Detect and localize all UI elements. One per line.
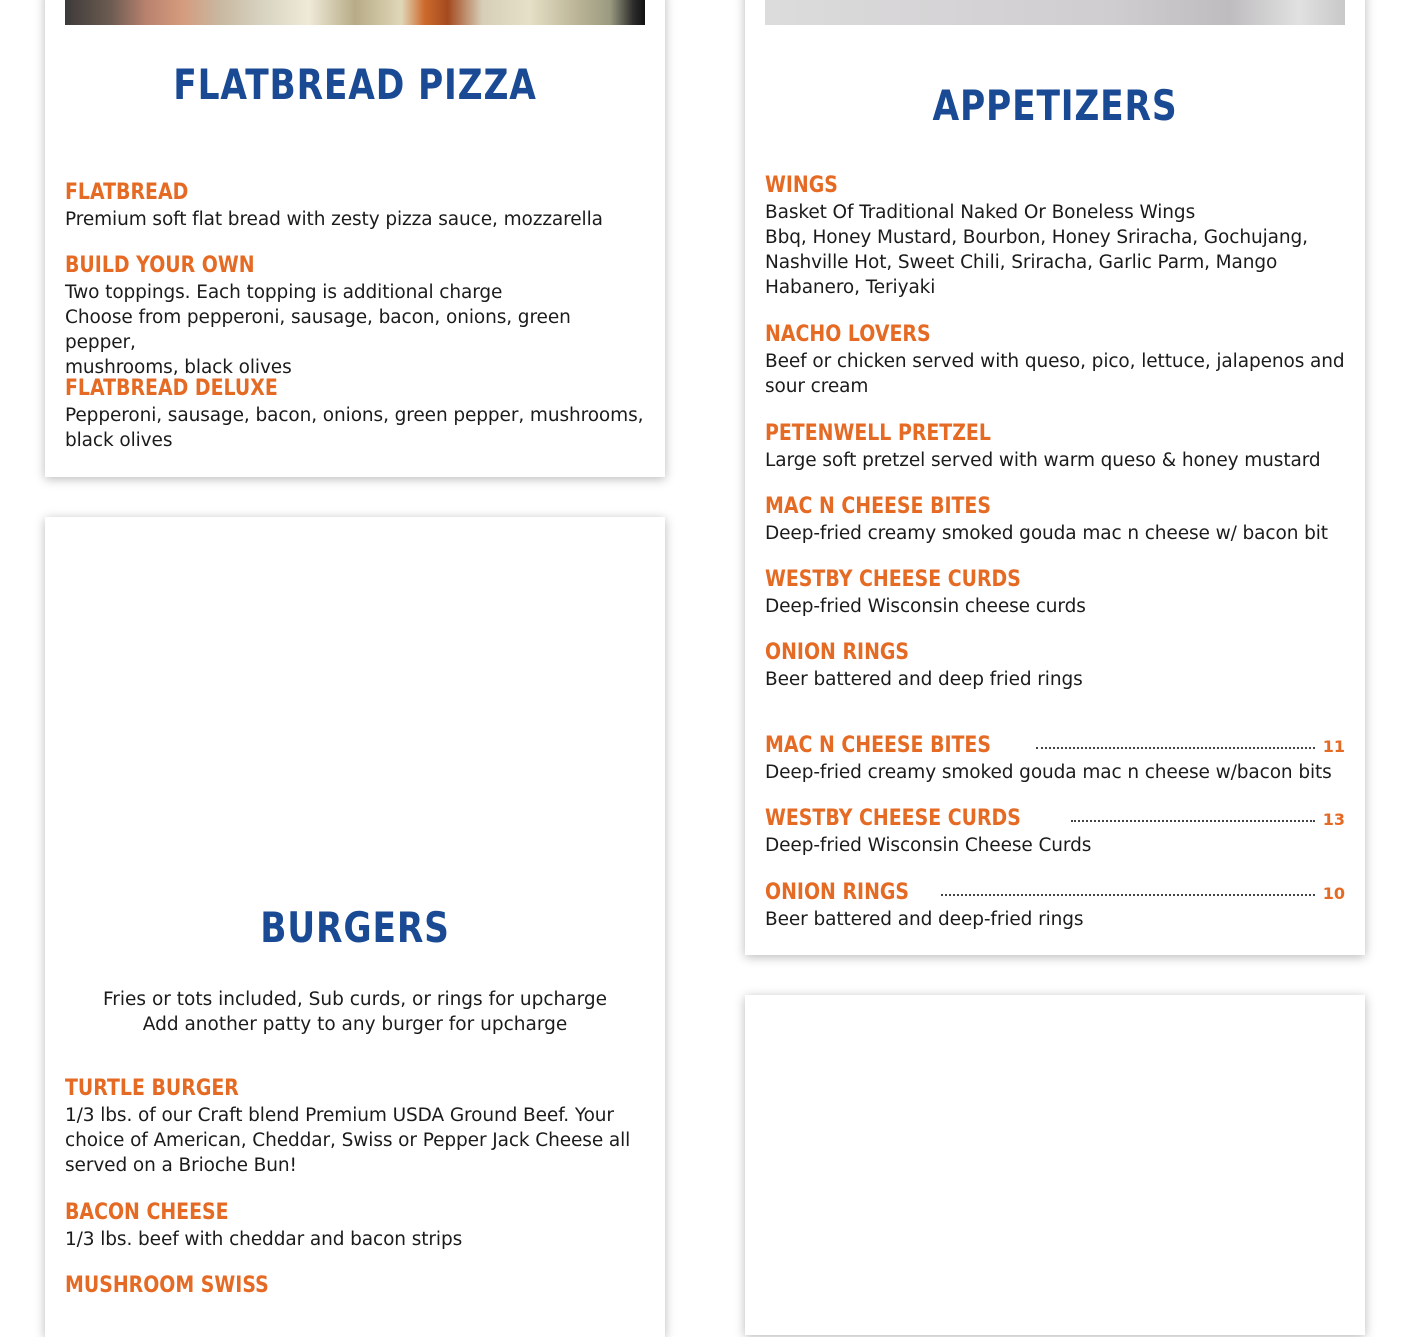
item-description: 1/3 lbs. beef with cheddar and bacon strips — [65, 1229, 463, 1250]
item-description: Basket Of Traditional Naked Or Boneless Wings Bbq, Honey Mustard, Bourbon, Honey Sriracha, Gochujang, Nashville Hot, Sweet Chili, Sriracha, Garlic Parm, Mango Habanero, Teriyaki — [765, 202, 1308, 298]
item-description: Beer battered and deep-fried rings — [765, 909, 1084, 930]
flatbread-title: FLATBREAD PIZZA — [173, 60, 537, 109]
priced-menu-item — [765, 879, 1345, 932]
item-description: Deep-fried creamy smoked gouda mac n cheese w/ bacon bit — [765, 523, 1328, 544]
item-name: MAC N CHEESE BITES — [765, 733, 991, 758]
menu-item — [65, 1075, 645, 1178]
menu-item — [65, 252, 645, 380]
menu-item — [765, 639, 1345, 692]
burgers-intro: Fries or tots included, Sub curds, or rings for upcharge Add another patty to any burger for upcharge — [103, 989, 607, 1035]
item-description: Beef or chicken served with queso, pico, lettuce, jalapenos and sour cream — [765, 351, 1345, 397]
dot-leader — [1071, 820, 1315, 822]
menu-item — [765, 321, 1345, 399]
appetizers-photo — [765, 0, 1345, 25]
item-description: Deep-fried creamy smoked gouda mac n cheese w/bacon bits — [765, 762, 1332, 783]
appetizers-card — [745, 0, 1365, 955]
item-name: NACHO LOVERS — [765, 322, 931, 347]
item-name: FLATBREAD — [65, 180, 189, 205]
menu-item — [765, 493, 1345, 546]
price-row — [765, 879, 1345, 907]
blank-card — [745, 995, 1365, 1335]
item-name: FLATBREAD DELUXE — [65, 376, 278, 401]
item-name: BUILD YOUR OWN — [65, 253, 255, 278]
price-row — [765, 732, 1345, 760]
item-name: WESTBY CHEESE CURDS — [765, 567, 1021, 592]
item-price: 13 — [1322, 809, 1345, 829]
item-description: Deep-fried Wisconsin cheese curds — [765, 596, 1086, 617]
price-row — [765, 805, 1345, 833]
item-description: Premium soft flat bread with zesty pizza sauce, mozzarella — [65, 209, 603, 230]
item-name: WESTBY CHEESE CURDS — [765, 806, 1021, 831]
menu-item — [65, 1272, 645, 1300]
burgers-title: BURGERS — [260, 903, 450, 952]
priced-menu-item — [765, 732, 1345, 785]
menu-item — [765, 566, 1345, 619]
item-name: MUSHROOM SWISS — [65, 1273, 269, 1298]
menu-item — [765, 172, 1345, 300]
item-description: Large soft pretzel served with warm queso & honey mustard — [765, 450, 1321, 471]
dot-leader — [1036, 747, 1315, 749]
item-name: MAC N CHEESE BITES — [765, 494, 991, 519]
item-price: 10 — [1322, 883, 1345, 903]
item-description: Two toppings. Each topping is additional charge Choose from pepperoni, sausage, bacon, onions, green pepper, mushrooms, black olives — [65, 282, 571, 378]
item-name: ONION RINGS — [765, 640, 910, 665]
burgers-card — [45, 517, 665, 1337]
item-name: BACON CHEESE — [65, 1200, 229, 1225]
item-description: Pepperoni, sausage, bacon, onions, green pepper, mushrooms, black olives — [65, 405, 644, 451]
item-description: 1/3 lbs. of our Craft blend Premium USDA Ground Beef. Your choice of American, Cheddar, Swiss or Pepper Jack Cheese all served on a Brioche Bun! — [65, 1105, 631, 1176]
appetizers-title: APPETIZERS — [932, 81, 1178, 130]
menu-item — [65, 1199, 645, 1252]
item-description: Deep-fried Wisconsin Cheese Curds — [765, 835, 1092, 856]
flatbread-photo — [65, 0, 645, 25]
menu-item — [65, 179, 645, 232]
priced-menu-item — [765, 805, 1345, 858]
item-name: ONION RINGS — [765, 880, 910, 905]
item-name: WINGS — [765, 173, 838, 198]
flatbread-card — [45, 0, 665, 477]
menu-item — [65, 375, 645, 453]
item-description: Beer battered and deep fried rings — [765, 669, 1083, 690]
item-price: 11 — [1322, 736, 1345, 756]
menu-item — [765, 420, 1345, 473]
item-name: PETENWELL PRETZEL — [765, 421, 991, 446]
item-name: TURTLE BURGER — [65, 1076, 239, 1101]
dot-leader — [941, 894, 1315, 896]
